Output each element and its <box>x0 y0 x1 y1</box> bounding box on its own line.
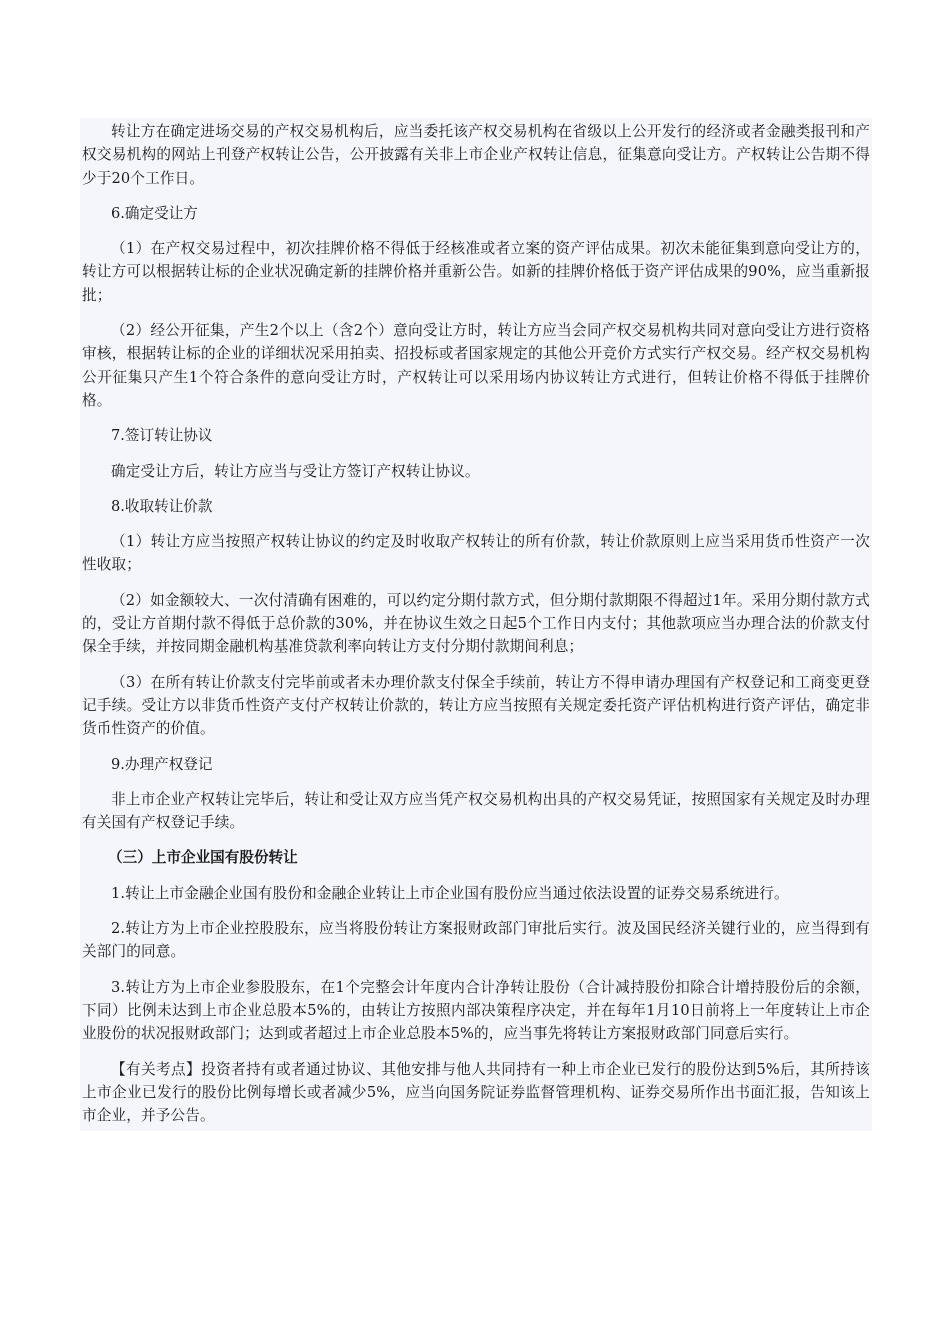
paragraph-related-exam-point: 【有关考点】投资者持有或者通过协议、其他安排与他人共同持有一种上市企业已发行的股份达到5%后，其所持该上市企业已发行的股份比例每增长或者减少5%，应当向国务院证券监督管理机构、证券交易所作出书面汇报，告知该上市企业，并予公告。 <box>82 1060 870 1125</box>
document-body <box>80 118 872 1131</box>
paragraph-7: 确定受让方后，转让方应当与受让方签订产权转让协议。 <box>111 462 480 480</box>
section-heading-listed-company: （三）上市企业国有股份转让 <box>108 849 298 867</box>
section-heading-6: 6.确定受让方 <box>111 204 198 222</box>
paragraph-listed-3: 3.转让方为上市企业参股股东，在1个完整会计年度内合计净转让股份（合计减持股份扣除合计增持股份后的余额，下同）比例未达到上市企业总股本5%的，由转让方按照内部决策程序决定，并在每年1月10日前将上一年度转让上市企业股份的状况报财政部门；达到或者超过上市企业总股本5%的，应当事先将转让方案报财政部门同意后实行。 <box>82 978 870 1043</box>
paragraph-transfer-announcement: 转让方在确定进场交易的产权交易机构后，应当委托该产权交易机构在省级以上公开发行的经济或者金融类报刊和产权交易机构的网站上刊登产权转让公告，公开披露有关非上市企业产权转让信息，征集意向受让方。产权转让公告期不得少于20个工作日。 <box>82 123 870 187</box>
paragraph-8-1: （1）转让方应当按照产权转让协议的约定及时收取产权转让的所有价款，转让价款原则上应当采用货币性资产一次性收取； <box>82 533 870 574</box>
paragraph-6-1: （1）在产权交易过程中，初次挂牌价格不得低于经核准或者立案的资产评估成果。初次未能征集到意向受让方的，转让方可以根据转让标的企业状况确定新的挂牌价格并重新公告。如新的挂牌价格低于资产评估成果的90%，应当重新报批； <box>82 240 870 304</box>
section-heading-8: 8.收取转让价款 <box>111 497 213 515</box>
section-heading-9: 9.办理产权登记 <box>111 755 213 773</box>
paragraph-listed-2: 2.转让方为上市企业控股股东，应当将股份转让方案报财政部门审批后实行。波及国民经济关键行业的，应当得到有关部门的同意。 <box>82 920 870 961</box>
section-heading-7: 7.签订转让协议 <box>111 427 213 445</box>
paragraph-8-3: （3）在所有转让价款支付完毕前或者未办理价款支付保全手续前，转让方不得申请办理国有产权登记和工商变更登记手续。受让方以非货币性资产支付产权转让价款的，转让方应当按照有关规定委托资产评估机构进行资产评估，确定非货币性资产的价值。 <box>82 673 870 738</box>
paragraph-9: 非上市企业产权转让完毕后，转让和受让双方应当凭产权交易机构出具的产权交易凭证，按照国家有关规定及时办理有关国有产权登记手续。 <box>82 790 870 832</box>
paragraph-8-2: （2）如金额较大、一次付清确有困难的，可以约定分期付款方式，但分期付款期限不得超过1年。采用分期付款方式的，受让方首期付款不得低于总价款的30%，并在协议生效之日起5个工作日内支付；其他款项应当办理合法的价款支付保全手续，并按同期金融机构基准贷款利率向转让方支付分期付款期间利息； <box>82 591 870 656</box>
paragraph-listed-1: 1.转让上市金融企业国有股份和金融企业转让上市企业国有股份应当通过依法设置的证券交易系统进行。 <box>111 884 789 902</box>
paragraph-6-2: （2）经公开征集，产生2个以上（含2个）意向受让方时，转让方应当会同产权交易机构共同对意向受让方进行资格审核，根据转让标的企业的详细状况采用拍卖、招投标或者国家规定的其他公开竞价方式实行产权交易。经产权交易机构公开征集只产生1个符合条件的意向受让方时，产权转让可以采用场内协议转让方式进行，但转让价格不得低于挂牌价格。 <box>82 322 870 409</box>
